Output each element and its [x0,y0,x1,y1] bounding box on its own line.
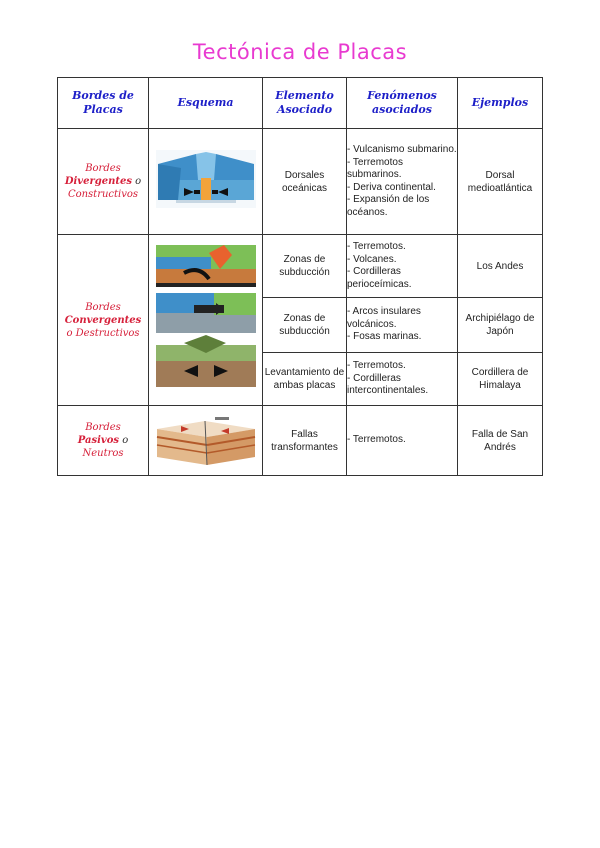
ejemplo-cell: Archipiélago de Japón [458,298,543,353]
elemento-cell: Zonas de subducción [263,298,347,353]
subduction-diagram-icon [154,243,258,393]
group-convergentes: Bordes Convergentes o Destructivos [58,235,149,406]
elemento-cell: Levantamiento de ambas placas [263,353,347,406]
transform-fault-diagram-icon [155,409,257,467]
group-divergentes: Bordes Divergentes o Constructivos [58,129,149,235]
fenomenos-cell: - Terremotos. - Volcanes. - Cordilleras perioceímicas. [347,235,458,298]
elemento-cell: Fallas transformantes [263,406,347,476]
page-title: Tectónica de Placas [192,40,408,64]
fenomenos-cell: - Vulcanismo submarino. - Terremotos submarinos. - Deriva continental. - Expansión de los océanos. [347,129,458,235]
ridge-diagram-cell [149,129,263,235]
transform-fault-cell [149,406,263,476]
table-header-row [58,78,543,129]
table-row [58,129,543,235]
header-esquema: Esquema [149,78,263,129]
ejemplo-cell: Dorsal medioatlántica [458,129,543,235]
ejemplo-cell: Falla de San Andrés [458,406,543,476]
header-ejemplos: Ejemplos [458,78,543,129]
fenomenos-cell: - Terremotos. - Cordilleras intercontinentales. [347,353,458,406]
elemento-cell: Zonas de subducción [263,235,347,298]
ridge-diagram-icon [156,150,256,208]
header-fenomenos: Fenómenos asociados [347,78,458,129]
tectonics-table [57,77,543,476]
elemento-cell: Dorsales oceánicas [263,129,347,235]
header-elemento: Elemento Asociado [263,78,347,129]
table-row [58,406,543,476]
table-row [58,235,543,298]
ejemplo-cell: Los Andes [458,235,543,298]
group-pasivos: Bordes Pasivos o Neutros [58,406,149,476]
subduction-diagram-cell [149,235,263,406]
fenomenos-cell: - Terremotos. [347,406,458,476]
ejemplo-cell: Cordillera de Himalaya [458,353,543,406]
fenomenos-cell: - Arcos insulares volcánicos. - Fosas marinas. [347,298,458,353]
header-bordes: Bordes de Placas [58,78,149,129]
